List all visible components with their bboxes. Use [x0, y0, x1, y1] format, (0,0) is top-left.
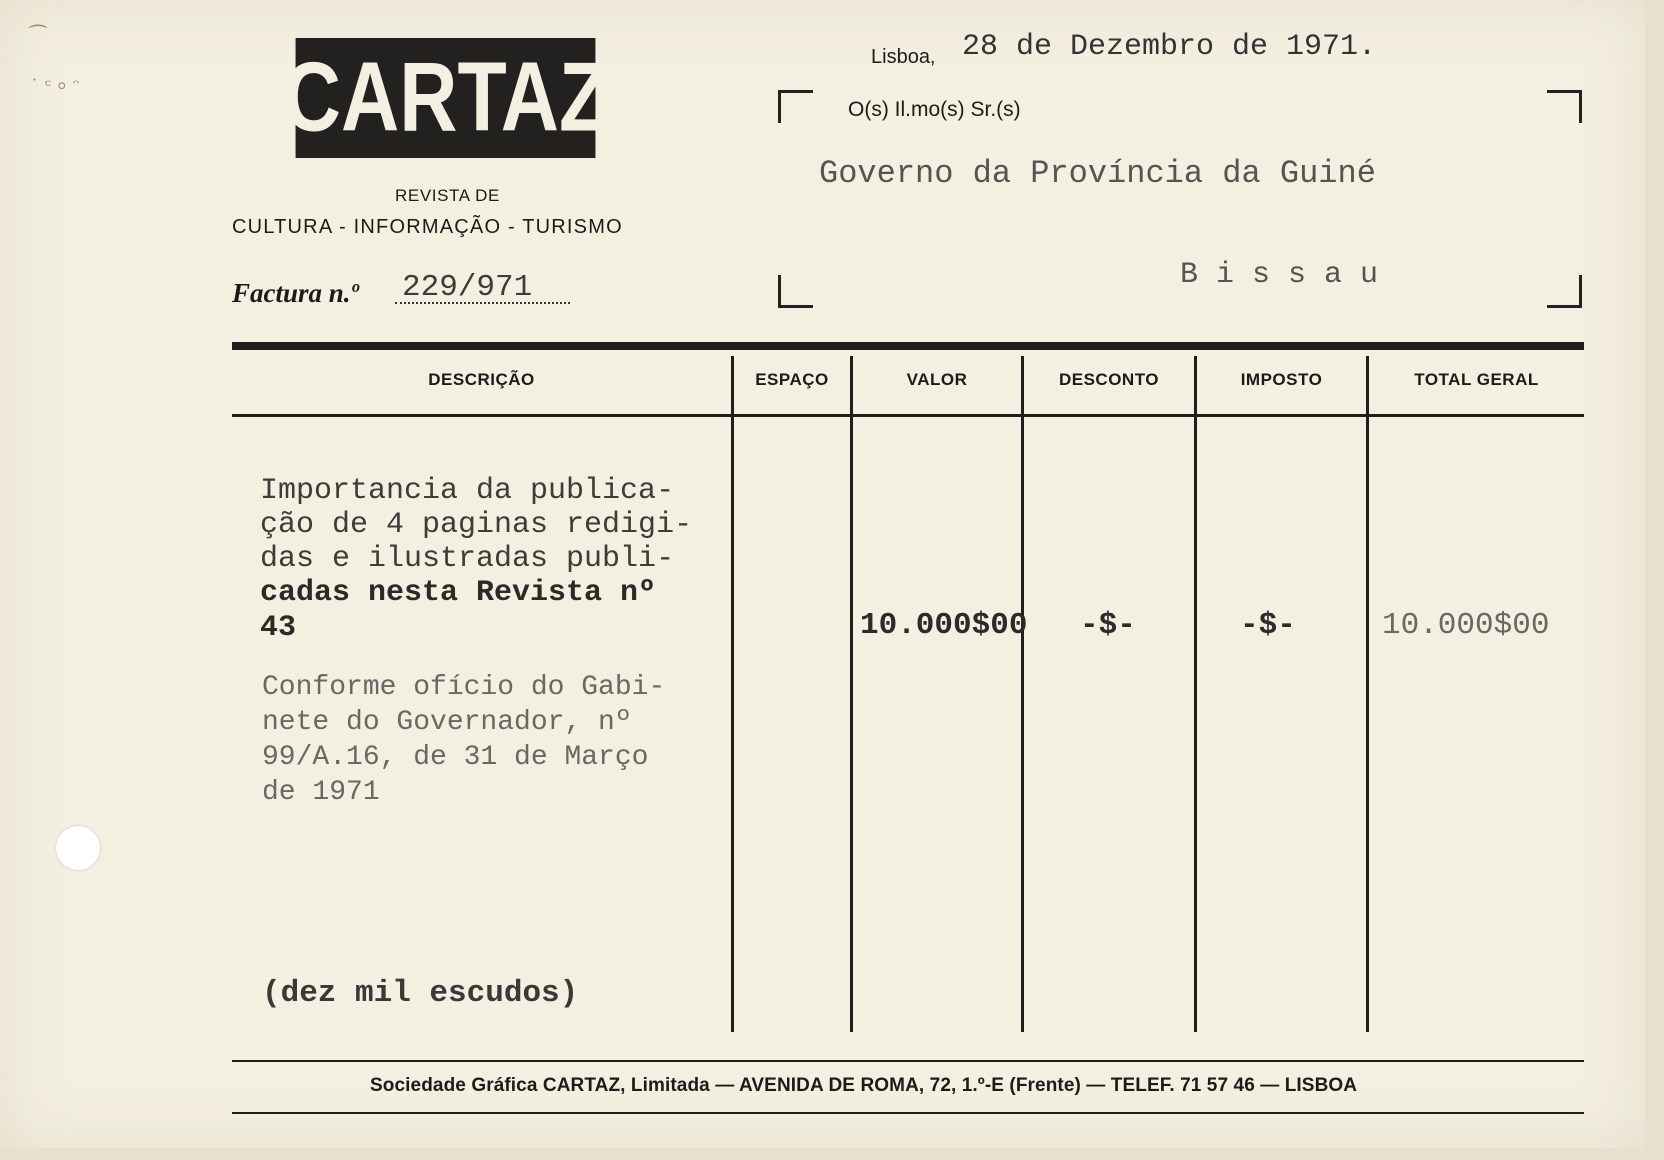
reference-line: de 1971: [262, 777, 380, 808]
address-corner-mark: [1547, 90, 1582, 123]
reference-line: 99/A.16, de 31 de Março: [262, 742, 649, 773]
invoice-date: 28 de Dezembro de 1971.: [962, 30, 1377, 64]
address-corner-mark: [778, 275, 813, 308]
ink-mark: ˙ ᶜ ⸰ ᵔ: [30, 76, 80, 97]
footer-bottom-rule: [232, 1112, 1584, 1114]
logo-subtitle: REVISTA DE: [395, 186, 500, 205]
ink-mark: ⁀: [30, 24, 47, 48]
imposto-amount: -$-: [1240, 608, 1296, 643]
company-footer: Sociedade Gráfica CARTAZ, Limitada — AVENIDA DE ROMA, 72, 1.º-E (Frente) — TELEF. 71 57 46 — LISBOA: [370, 1075, 1358, 1096]
column-header-total-geral: TOTAL GERAL: [1414, 370, 1539, 389]
description-line: ção de 4 paginas redigi-: [260, 508, 693, 542]
addressee-name: Governo da Província da Guiné: [819, 155, 1376, 192]
description-line: Importancia da publica-: [260, 474, 675, 508]
column-header-desconto: DESCONTO: [1058, 370, 1160, 389]
total-geral-amount: 10.000$00: [1382, 608, 1550, 643]
column-header-valor: VALOR: [906, 370, 968, 389]
reference-note: [262, 670, 665, 810]
column-divider: [731, 356, 734, 1032]
address-corner-mark: [778, 90, 813, 123]
logo-tagline: CULTURA - INFORMAÇÃO - TURISMO: [232, 216, 623, 238]
table-header-rule: [232, 414, 1584, 417]
cartaz-logo: CARTAZ: [296, 38, 596, 158]
description-line: 43: [260, 611, 297, 645]
column-divider: [1021, 356, 1024, 1032]
column-header-imposto: IMPOSTO: [1240, 370, 1323, 389]
address-corner-mark: [1547, 275, 1582, 308]
amount-in-words: (dez mil escudos): [262, 976, 579, 1011]
column-divider: [1366, 356, 1369, 1032]
invoice-label: Factura n.º: [232, 278, 359, 308]
table-top-rule: [232, 342, 1584, 350]
column-divider: [1194, 356, 1197, 1032]
desconto-amount: -$-: [1080, 608, 1136, 643]
description-line: cadas nesta Revista nº: [260, 576, 657, 610]
punch-hole: [56, 826, 100, 870]
column-header-descricao: DESCRIÇÃO: [428, 370, 535, 389]
invoice-number: 229/971: [402, 270, 533, 305]
reference-line: Conforme ofício do Gabi-: [262, 672, 666, 703]
reference-line: nete do Governador, nº: [262, 707, 632, 738]
place-label: Lisboa,: [871, 46, 936, 68]
addressee-label: O(s) Il.mo(s) Sr.(s): [848, 98, 1021, 121]
addressee-city: Bissau: [1180, 258, 1397, 292]
description-line: das e ilustradas publi-: [260, 542, 675, 576]
column-header-espaco: ESPAÇO: [755, 370, 829, 389]
footer-top-rule: [232, 1060, 1584, 1062]
column-divider: [850, 356, 853, 1032]
valor-amount: 10.000$00: [860, 608, 1028, 643]
